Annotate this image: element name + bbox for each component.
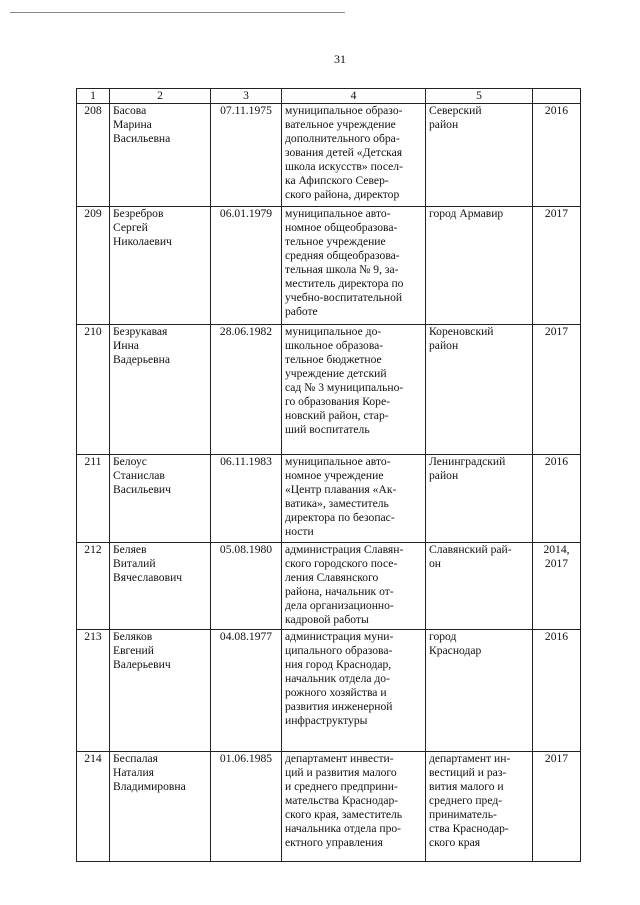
person-name-line: Белоус bbox=[113, 455, 147, 468]
organization-position bbox=[282, 325, 426, 455]
column-header-location: 5 bbox=[426, 89, 533, 104]
top-rule bbox=[10, 12, 345, 13]
organization-position-line: инфраструктуры bbox=[285, 714, 368, 727]
table-row bbox=[77, 752, 581, 862]
table-body bbox=[77, 104, 581, 862]
person-name bbox=[110, 104, 211, 207]
birth-date: 06.01.1979 bbox=[211, 207, 282, 325]
organization-position-line: школьное образова- bbox=[285, 339, 384, 352]
birth-date: 04.08.1977 bbox=[211, 630, 282, 752]
organization-position bbox=[282, 455, 426, 543]
row-number: 211 bbox=[77, 455, 110, 543]
location-line: ского края bbox=[429, 836, 481, 849]
year bbox=[533, 207, 581, 325]
organization-position-line: средняя общеобразова- bbox=[285, 249, 400, 262]
organization-position-line: начальник отдела до- bbox=[285, 672, 390, 685]
organization-position-line: учреждение детский bbox=[285, 367, 387, 380]
column-header-number: 1 bbox=[77, 89, 110, 104]
location-line: приниматель- bbox=[429, 808, 497, 821]
year-line: 2016 bbox=[544, 630, 569, 643]
organization-position bbox=[282, 630, 426, 752]
person-name-line: Беспалая bbox=[113, 752, 158, 765]
year bbox=[533, 325, 581, 455]
location-line: город Армавир bbox=[429, 207, 504, 220]
organization-position-line: номное учреждение bbox=[285, 469, 384, 482]
person-name bbox=[110, 207, 211, 325]
person-name-line: Басова bbox=[113, 104, 147, 117]
row-number: 210 bbox=[77, 325, 110, 455]
row-number: 213 bbox=[77, 630, 110, 752]
organization-position-line: кадровой работы bbox=[285, 613, 369, 626]
organization-position-line: и среднего предприни- bbox=[285, 780, 398, 793]
birth-date: 05.08.1980 bbox=[211, 543, 282, 630]
location bbox=[426, 325, 533, 455]
year-line: 2017 bbox=[544, 325, 569, 338]
location-line: Кореновский bbox=[429, 325, 494, 338]
organization-position-line: ций и развития малого bbox=[285, 766, 397, 779]
person-name-line: Инна bbox=[113, 339, 139, 352]
year-line: 2016 bbox=[544, 455, 569, 468]
year bbox=[533, 543, 581, 630]
organization-position-line: администрация Славян- bbox=[285, 543, 404, 556]
table-row bbox=[77, 543, 581, 630]
person-name-line: Беляев bbox=[113, 543, 147, 556]
table-row bbox=[77, 104, 581, 207]
person-name-line: Васильевна bbox=[113, 132, 171, 145]
organization-position-line: школа искусств» посел- bbox=[285, 160, 403, 173]
organization-position bbox=[282, 104, 426, 207]
organization-position-line: го образования Коре- bbox=[285, 395, 390, 408]
birth-date: 28.06.1982 bbox=[211, 325, 282, 455]
organization-position-line: ского района, директор bbox=[285, 188, 400, 201]
year-line: 2016 bbox=[544, 104, 569, 117]
organization-position-line: ления Славянского bbox=[285, 571, 379, 584]
person-name-line: Николаевич bbox=[113, 235, 172, 248]
year bbox=[533, 752, 581, 862]
location-line: он bbox=[429, 557, 442, 570]
organization-position-line: тельная школа № 9, за- bbox=[285, 263, 399, 276]
header-row bbox=[77, 89, 581, 104]
location bbox=[426, 104, 533, 207]
location bbox=[426, 630, 533, 752]
location-line: район bbox=[429, 118, 459, 131]
person-name-line: Беляков bbox=[113, 630, 153, 643]
organization-position-line: ший воспитатель bbox=[285, 423, 370, 436]
row-number: 208 bbox=[77, 104, 110, 207]
organization-position-line: тельное бюджетное bbox=[285, 353, 382, 366]
organization-position-line: работе bbox=[285, 305, 318, 318]
organization-position-line: учебно-воспитательной bbox=[285, 291, 403, 304]
column-header-year bbox=[533, 89, 581, 104]
person-name-line: Валерьевич bbox=[113, 658, 171, 671]
location-line: Северский bbox=[429, 104, 482, 117]
organization-position-line: директора по безопас- bbox=[285, 511, 395, 524]
organization-position-line: администрация муни- bbox=[285, 630, 394, 643]
location-line: Славянский рай- bbox=[429, 543, 512, 556]
person-name-line: Наталия bbox=[113, 766, 154, 779]
table-row bbox=[77, 455, 581, 543]
person-name-line: Владимировна bbox=[113, 780, 186, 793]
organization-position-line: рожного хозяйства и bbox=[285, 686, 387, 699]
year-line: 2017 bbox=[544, 207, 569, 220]
page-number: 31 bbox=[334, 52, 346, 66]
organization-position-line: мательства Краснодар- bbox=[285, 794, 399, 807]
year bbox=[533, 455, 581, 543]
organization-position-line: ского городского посе- bbox=[285, 557, 398, 570]
person-name-line: Безребров bbox=[113, 207, 164, 220]
location-line: вития малого и bbox=[429, 780, 504, 793]
table-row bbox=[77, 325, 581, 455]
organization-position-line: «Центр плавания «Ак- bbox=[285, 483, 397, 496]
birth-date: 07.11.1975 bbox=[211, 104, 282, 207]
birth-date: 06.11.1983 bbox=[211, 455, 282, 543]
row-number: 209 bbox=[77, 207, 110, 325]
column-header-organization: 4 bbox=[282, 89, 426, 104]
location-line: район bbox=[429, 339, 459, 352]
organization-position-line: ципального образова- bbox=[285, 644, 393, 657]
organization-position bbox=[282, 752, 426, 862]
organization-position-line: ектного управления bbox=[285, 836, 383, 849]
organization-position-line: муниципальное авто- bbox=[285, 207, 391, 220]
person-name bbox=[110, 752, 211, 862]
year bbox=[533, 630, 581, 752]
location-line: вестиций и раз- bbox=[429, 766, 507, 779]
location-line: департамент ин- bbox=[429, 752, 511, 765]
table-row bbox=[77, 207, 581, 325]
organization-position-line: департамент инвести- bbox=[285, 752, 394, 765]
person-name bbox=[110, 630, 211, 752]
organization-position-line: ского края, заместитель bbox=[285, 808, 403, 821]
organization-position bbox=[282, 207, 426, 325]
location-line: ства Краснодар- bbox=[429, 822, 509, 835]
table-row bbox=[77, 630, 581, 752]
organization-position-line: муниципальное авто- bbox=[285, 455, 391, 468]
row-number: 214 bbox=[77, 752, 110, 862]
location-line: Ленинградский bbox=[429, 455, 506, 468]
organization-position bbox=[282, 543, 426, 630]
row-number: 212 bbox=[77, 543, 110, 630]
organization-position-line: муниципальное до- bbox=[285, 325, 382, 338]
person-name bbox=[110, 543, 211, 630]
organization-position-line: дела организационно- bbox=[285, 599, 394, 612]
person-name-line: Сергей bbox=[113, 221, 148, 234]
organization-position-line: ка Афипского Север- bbox=[285, 174, 389, 187]
organization-position-line: ватика», заместитель bbox=[285, 497, 389, 510]
location bbox=[426, 207, 533, 325]
organization-position-line: сад № 3 муниципально- bbox=[285, 381, 404, 394]
location bbox=[426, 752, 533, 862]
location bbox=[426, 455, 533, 543]
organization-position-line: ности bbox=[285, 525, 314, 538]
year-line: 2017 bbox=[544, 557, 569, 570]
organization-position-line: тельное учреждение bbox=[285, 235, 386, 248]
person-name-line: Евгений bbox=[113, 644, 154, 657]
organization-position-line: новский район, стар- bbox=[285, 409, 389, 422]
column-header-name: 2 bbox=[110, 89, 211, 104]
column-header-birthdate: 3 bbox=[211, 89, 282, 104]
organization-position-line: зования детей «Детская bbox=[285, 146, 403, 159]
person-name-line: Васильевич bbox=[113, 483, 171, 496]
organization-position-line: меститель директора по bbox=[285, 277, 404, 290]
person-name-line: Виталий bbox=[113, 557, 156, 570]
registry-table bbox=[76, 88, 581, 862]
location bbox=[426, 543, 533, 630]
location-line: район bbox=[429, 469, 459, 482]
organization-position-line: номное общеобразова- bbox=[285, 221, 398, 234]
person-name bbox=[110, 325, 211, 455]
organization-position-line: муниципальное образо- bbox=[285, 104, 403, 117]
person-name-line: Марина bbox=[113, 118, 152, 131]
birth-date: 01.06.1985 bbox=[211, 752, 282, 862]
location-line: среднего пред- bbox=[429, 794, 503, 807]
organization-position-line: дополнительного обра- bbox=[285, 132, 400, 145]
person-name-line: Безрукавая bbox=[113, 325, 168, 338]
person-name-line: Станислав bbox=[113, 469, 165, 482]
location-line: город bbox=[429, 630, 457, 643]
year-line: 2014, bbox=[543, 543, 570, 556]
year-line: 2017 bbox=[544, 752, 569, 765]
organization-position-line: начальника отдела про- bbox=[285, 822, 402, 835]
organization-position-line: ния город Краснодар, bbox=[285, 658, 392, 671]
organization-position-line: развития инженерной bbox=[285, 700, 393, 713]
person-name-line: Вячеславович bbox=[113, 571, 183, 584]
organization-position-line: вательное учреждение bbox=[285, 118, 396, 131]
year bbox=[533, 104, 581, 207]
organization-position-line: района, начальник от- bbox=[285, 585, 394, 598]
location-line: Краснодар bbox=[429, 644, 482, 657]
person-name-line: Вадерьевна bbox=[113, 353, 170, 366]
person-name bbox=[110, 455, 211, 543]
